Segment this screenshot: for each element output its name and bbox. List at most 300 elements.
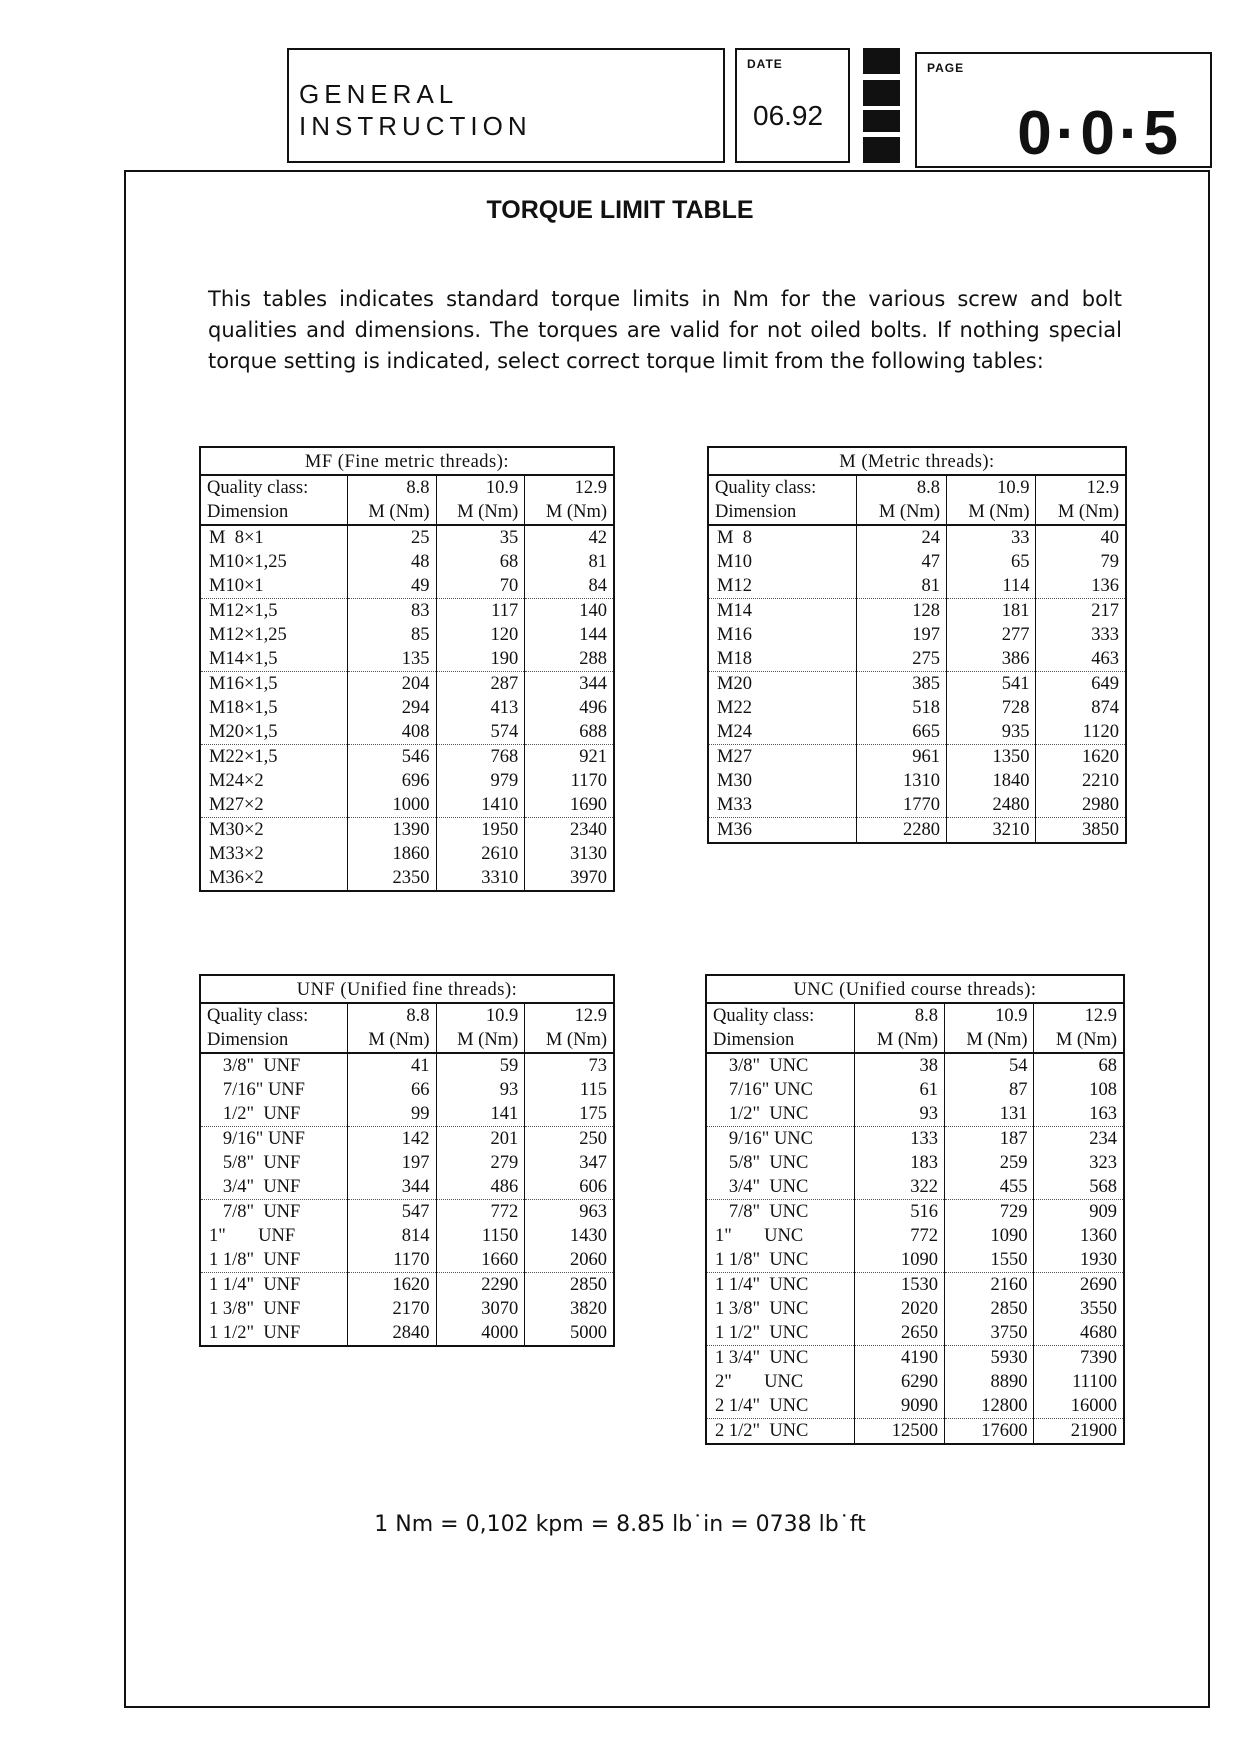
- dimension-cell: 9/16" UNC: [715, 1129, 814, 1149]
- table-caption: MF (Fine metric threads):: [200, 447, 614, 475]
- dimension-cell: 1/2" UNC: [706, 1102, 855, 1127]
- torque-value-cell: 70: [436, 574, 525, 599]
- unit-label: M (Nm): [946, 500, 1036, 525]
- quality-class-q1: 8.8: [857, 475, 947, 500]
- torque-value-cell: 3310: [436, 866, 525, 891]
- torque-value-cell: 204: [347, 672, 436, 697]
- page-label: PAGE: [927, 61, 965, 75]
- torque-value-cell: 2170: [347, 1297, 436, 1321]
- table-caption-row: [200, 975, 614, 1003]
- torque-value-cell: 496: [525, 696, 614, 720]
- quality-header-row: [708, 475, 1126, 500]
- torque-value-cell: 68: [436, 550, 525, 574]
- table-row: [200, 1151, 614, 1175]
- table-row: [200, 818, 614, 843]
- torque-value-cell: 323: [1034, 1151, 1124, 1175]
- torque-value-cell: 16000: [1034, 1394, 1124, 1419]
- dimension-cell: M16×1,5: [209, 674, 278, 694]
- torque-value-cell: 197: [857, 623, 947, 647]
- quality-class-q1: 8.8: [347, 1003, 436, 1028]
- torque-value-cell: 518: [857, 696, 947, 720]
- table-row: [708, 599, 1126, 624]
- dimension-cell: M 8: [717, 528, 752, 548]
- torque-value-cell: 3210: [946, 818, 1036, 844]
- torque-value-cell: 83: [347, 599, 436, 624]
- dimension-cell: M36×2: [209, 868, 264, 888]
- page-number: 0·0·5: [1017, 99, 1182, 168]
- table-row: [706, 1200, 1124, 1225]
- torque-value-cell: 25: [347, 525, 436, 550]
- table-row: [200, 599, 614, 624]
- torque-value-cell: 12800: [944, 1394, 1034, 1419]
- torque-value-cell: 541: [946, 672, 1036, 697]
- table-row: [706, 1297, 1124, 1321]
- quality-class-label: Quality class:: [207, 1006, 309, 1026]
- table-row: [708, 696, 1126, 720]
- dimension-cell: 1 1/2" UNF: [209, 1323, 301, 1343]
- torque-value-cell: 250: [525, 1127, 614, 1152]
- torque-value-cell: 516: [855, 1200, 945, 1225]
- table-row: [708, 525, 1126, 550]
- table-row: [200, 550, 614, 574]
- torque-value-cell: 277: [946, 623, 1036, 647]
- torque-value-cell: 108: [1034, 1078, 1124, 1102]
- margin-bar: [863, 137, 900, 163]
- torque-value-cell: 66: [347, 1078, 436, 1102]
- torque-value-cell: 347: [525, 1151, 614, 1175]
- main-frame: [124, 170, 1210, 1708]
- torque-value-cell: 4680: [1034, 1321, 1124, 1346]
- torque-value-cell: 73: [525, 1053, 614, 1078]
- dimension-cell: M27: [717, 747, 752, 767]
- dimension-cell: M30: [717, 771, 752, 791]
- dimension-label: Dimension: [708, 500, 857, 525]
- torque-value-cell: 142: [347, 1127, 436, 1152]
- table-row: [708, 550, 1126, 574]
- torque-value-cell: 49: [347, 574, 436, 599]
- torque-value-cell: 2160: [944, 1273, 1034, 1298]
- dimension-cell: 2 1/4" UNC: [706, 1394, 855, 1419]
- torque-value-cell: 963: [525, 1200, 614, 1225]
- torque-value-cell: 87: [944, 1078, 1034, 1102]
- unit-label: M (Nm): [1034, 1028, 1124, 1053]
- torque-value-cell: 288: [525, 647, 614, 672]
- table-row: [200, 1273, 614, 1298]
- table-row: [706, 1346, 1124, 1371]
- dimension-cell: M14: [717, 601, 752, 621]
- torque-value-cell: 144: [525, 623, 614, 647]
- unit-header-row: [200, 1028, 614, 1053]
- torque-value-cell: 961: [857, 745, 947, 770]
- torque-value-cell: 1170: [347, 1248, 436, 1273]
- torque-value-cell: 117: [436, 599, 525, 624]
- unit-label: M (Nm): [436, 500, 525, 525]
- torque-value-cell: 201: [436, 1127, 525, 1152]
- table-caption-row: [706, 975, 1124, 1003]
- dimension-cell: M16: [717, 625, 752, 645]
- dimension-cell: 1/2" UNF: [200, 1102, 347, 1127]
- torque-value-cell: 385: [857, 672, 947, 697]
- torque-value-cell: 3130: [525, 842, 614, 866]
- torque-value-cell: 729: [944, 1200, 1034, 1225]
- table-row: [708, 623, 1126, 647]
- torque-value-cell: 234: [1034, 1127, 1124, 1152]
- dimension-cell: M20×1,5: [200, 720, 347, 745]
- dimension-label: Dimension: [200, 1028, 347, 1053]
- torque-value-cell: 1530: [855, 1273, 945, 1298]
- quality-header-row: [706, 1003, 1124, 1028]
- table-row: [708, 647, 1126, 672]
- torque-value-cell: 42: [525, 525, 614, 550]
- table-caption: UNC (Unified course threads):: [706, 975, 1124, 1003]
- table-row: [200, 866, 614, 891]
- table-row: [200, 1224, 614, 1248]
- dimension-cell: M24×2: [209, 771, 264, 791]
- unit-label: M (Nm): [436, 1028, 525, 1053]
- table-row: [706, 1248, 1124, 1273]
- dimension-cell: 1 3/8" UNF: [209, 1299, 301, 1319]
- torque-value-cell: 322: [855, 1175, 945, 1200]
- torque-value-cell: 81: [525, 550, 614, 574]
- torque-value-cell: 2020: [855, 1297, 945, 1321]
- table-row: [708, 672, 1126, 697]
- table-row: [200, 1297, 614, 1321]
- torque-value-cell: 1620: [1036, 745, 1126, 770]
- torque-value-cell: 1950: [436, 818, 525, 843]
- table-row: [706, 1151, 1124, 1175]
- torque-value-cell: 287: [436, 672, 525, 697]
- dimension-cell: M18: [708, 647, 857, 672]
- torque-value-cell: 7390: [1034, 1346, 1124, 1371]
- torque-value-cell: 2350: [347, 866, 436, 891]
- table-row: [200, 745, 614, 770]
- table-row: [200, 1078, 614, 1102]
- date-value: 06.92: [753, 100, 824, 131]
- torque-value-cell: 1770: [857, 793, 947, 818]
- table-row: [200, 696, 614, 720]
- torque-value-cell: 135: [347, 647, 436, 672]
- torque-value-cell: 140: [525, 599, 614, 624]
- torque-value-cell: 11100: [1034, 1370, 1124, 1394]
- torque-value-cell: 2690: [1034, 1273, 1124, 1298]
- table-row: [708, 574, 1126, 599]
- quality-class-label: Quality class:: [207, 478, 309, 498]
- table-row: [200, 525, 614, 550]
- dimension-cell: M36: [717, 820, 752, 840]
- quality-class-q1: 8.8: [347, 475, 436, 500]
- torque-value-cell: 935: [946, 720, 1036, 745]
- torque-value-cell: 979: [436, 769, 525, 793]
- torque-value-cell: 413: [436, 696, 525, 720]
- table-row: [200, 1175, 614, 1200]
- dimension-cell: 7/16" UNC: [715, 1080, 814, 1100]
- table-caption: UNF (Unified fine threads):: [200, 975, 614, 1003]
- torque-value-cell: 2340: [525, 818, 614, 843]
- dimension-cell: M18×1,5: [209, 698, 278, 718]
- torque-value-cell: 133: [855, 1127, 945, 1152]
- torque-value-cell: 386: [946, 647, 1036, 672]
- dimension-cell: 7/8" UNC: [715, 1202, 809, 1222]
- table-row: [200, 1053, 614, 1078]
- torque-value-cell: 65: [946, 550, 1036, 574]
- dimension-cell: M22: [717, 698, 752, 718]
- torque-value-cell: 1310: [857, 769, 947, 793]
- dimension-cell: 1" UNF: [209, 1226, 296, 1246]
- torque-value-cell: 8890: [944, 1370, 1034, 1394]
- page-box: [915, 52, 1212, 168]
- torque-value-cell: 2840: [347, 1321, 436, 1346]
- dimension-cell: 1 1/8" UNF: [200, 1248, 347, 1273]
- torque-value-cell: 59: [436, 1053, 525, 1078]
- torque-value-cell: 1090: [944, 1224, 1034, 1248]
- torque-value-cell: 547: [347, 1200, 436, 1225]
- margin-bar: [863, 48, 900, 74]
- table-row: [708, 769, 1126, 793]
- margin-bar: [863, 80, 900, 106]
- torque-value-cell: 2210: [1036, 769, 1126, 793]
- unit-label: M (Nm): [1036, 500, 1126, 525]
- table-row: [706, 1370, 1124, 1394]
- torque-value-cell: 6290: [855, 1370, 945, 1394]
- torque-value-cell: 1090: [855, 1248, 945, 1273]
- torque-value-cell: 5930: [944, 1346, 1034, 1371]
- torque-value-cell: 3850: [1036, 818, 1126, 844]
- torque-value-cell: 141: [436, 1102, 525, 1127]
- dimension-cell: M12×1,25: [209, 625, 287, 645]
- torque-value-cell: 2850: [944, 1297, 1034, 1321]
- dimension-cell: M22×1,5: [209, 747, 278, 767]
- torque-value-cell: 21900: [1034, 1419, 1124, 1445]
- torque-value-cell: 1860: [347, 842, 436, 866]
- table-row: [706, 1419, 1124, 1445]
- torque-value-cell: 772: [436, 1200, 525, 1225]
- torque-value-cell: 4000: [436, 1321, 525, 1346]
- torque-value-cell: 1360: [1034, 1224, 1124, 1248]
- torque-value-cell: 1120: [1036, 720, 1126, 745]
- dimension-cell: M10: [717, 552, 752, 572]
- table-row: [706, 1273, 1124, 1298]
- torque-value-cell: 665: [857, 720, 947, 745]
- torque-value-cell: 768: [436, 745, 525, 770]
- torque-value-cell: 649: [1036, 672, 1126, 697]
- dimension-cell: M14×1,5: [200, 647, 347, 672]
- dimension-cell: M10×1,25: [209, 552, 287, 572]
- quality-class-q2: 10.9: [944, 1003, 1034, 1028]
- torque-value-cell: 2850: [525, 1273, 614, 1298]
- torque-value-cell: 2280: [857, 818, 947, 844]
- header-title-box: [287, 48, 725, 163]
- torque-value-cell: 546: [347, 745, 436, 770]
- torque-value-cell: 217: [1036, 599, 1126, 624]
- unc-torque-table: [705, 974, 1125, 1445]
- torque-value-cell: 574: [436, 720, 525, 745]
- table-row: [200, 623, 614, 647]
- table-row: [200, 672, 614, 697]
- torque-value-cell: 2480: [946, 793, 1036, 818]
- quality-header-row: [200, 475, 614, 500]
- torque-value-cell: 1430: [525, 1224, 614, 1248]
- table-row: [200, 793, 614, 818]
- torque-value-cell: 344: [525, 672, 614, 697]
- torque-value-cell: 93: [855, 1102, 945, 1127]
- torque-value-cell: 1390: [347, 818, 436, 843]
- torque-value-cell: 41: [347, 1053, 436, 1078]
- quality-class-q3: 12.9: [525, 475, 614, 500]
- torque-value-cell: 2060: [525, 1248, 614, 1273]
- margin-bar: [863, 110, 900, 132]
- dimension-cell: M33: [708, 793, 857, 818]
- unit-label: M (Nm): [855, 1028, 945, 1053]
- torque-value-cell: 1150: [436, 1224, 525, 1248]
- torque-value-cell: 3550: [1034, 1297, 1124, 1321]
- unf-torque-table: [199, 974, 615, 1347]
- dimension-cell: 3/8" UNC: [715, 1056, 809, 1076]
- table-row: [706, 1078, 1124, 1102]
- torque-value-cell: 5000: [525, 1321, 614, 1346]
- torque-value-cell: 114: [946, 574, 1036, 599]
- dimension-cell: M 8×1: [209, 528, 264, 548]
- dimension-cell: 1 1/2" UNC: [706, 1321, 855, 1346]
- torque-value-cell: 136: [1036, 574, 1126, 599]
- table-row: [706, 1224, 1124, 1248]
- table-row: [708, 720, 1126, 745]
- torque-value-cell: 4190: [855, 1346, 945, 1371]
- quality-class-label: Quality class:: [715, 478, 817, 498]
- dimension-cell: 3/8" UNF: [209, 1056, 301, 1076]
- torque-value-cell: 1660: [436, 1248, 525, 1273]
- unit-label: M (Nm): [525, 500, 614, 525]
- torque-value-cell: 120: [436, 623, 525, 647]
- torque-value-cell: 12500: [855, 1419, 945, 1445]
- unit-header-row: [200, 500, 614, 525]
- torque-value-cell: 688: [525, 720, 614, 745]
- dimension-cell: M27×2: [200, 793, 347, 818]
- torque-value-cell: 2980: [1036, 793, 1126, 818]
- table-row: [200, 1321, 614, 1346]
- conversion-note: 1 Nm = 0,102 kpm = 8.85 lb˙in = 0738 lb˙ft: [374, 1512, 866, 1537]
- torque-value-cell: 40: [1036, 525, 1126, 550]
- page-title: TORQUE LIMIT TABLE: [486, 196, 754, 224]
- quality-header-row: [200, 1003, 614, 1028]
- table-row: [706, 1053, 1124, 1078]
- quality-class-q2: 10.9: [946, 475, 1036, 500]
- dimension-cell: M30×2: [209, 820, 264, 840]
- quality-class-q3: 12.9: [525, 1003, 614, 1028]
- intro-paragraph: This tables indicates standard torque limits in Nm for the various screw and bolt qualities and dimensions. The torques are valid for not oiled bolts. If nothing special torque setting is indicated, select correct torque limit from the following tables:: [208, 287, 1122, 373]
- torque-value-cell: 294: [347, 696, 436, 720]
- unit-label: M (Nm): [525, 1028, 614, 1053]
- torque-value-cell: 463: [1036, 647, 1126, 672]
- torque-value-cell: 696: [347, 769, 436, 793]
- torque-value-cell: 1410: [436, 793, 525, 818]
- dimension-cell: 2 1/2" UNC: [715, 1421, 809, 1441]
- torque-value-cell: 54: [944, 1053, 1034, 1078]
- quality-class-label: Quality class:: [713, 1006, 815, 1026]
- dimension-cell: 5/8" UNC: [715, 1153, 809, 1173]
- table-row: [706, 1321, 1124, 1346]
- dimension-cell: 1 1/8" UNC: [706, 1248, 855, 1273]
- torque-value-cell: 772: [855, 1224, 945, 1248]
- torque-value-cell: 568: [1034, 1175, 1124, 1200]
- torque-value-cell: 1840: [946, 769, 1036, 793]
- torque-value-cell: 909: [1034, 1200, 1124, 1225]
- dimension-cell: 3/4" UNF: [200, 1175, 347, 1200]
- torque-value-cell: 17600: [944, 1419, 1034, 1445]
- torque-value-cell: 486: [436, 1175, 525, 1200]
- dimension-cell: M20: [717, 674, 752, 694]
- torque-value-cell: 333: [1036, 623, 1126, 647]
- torque-value-cell: 455: [944, 1175, 1034, 1200]
- torque-value-cell: 131: [944, 1102, 1034, 1127]
- dimension-cell: 3/4" UNC: [706, 1175, 855, 1200]
- dimension-cell: M10×1: [200, 574, 347, 599]
- torque-value-cell: 84: [525, 574, 614, 599]
- dimension-cell: 1" UNC: [715, 1226, 804, 1246]
- torque-value-cell: 9090: [855, 1394, 945, 1419]
- torque-value-cell: 61: [855, 1078, 945, 1102]
- torque-value-cell: 163: [1034, 1102, 1124, 1127]
- unit-label: M (Nm): [347, 500, 436, 525]
- torque-value-cell: 38: [855, 1053, 945, 1078]
- torque-value-cell: 115: [525, 1078, 614, 1102]
- dimension-cell: 1 1/4" UNC: [715, 1275, 809, 1295]
- table-row: [200, 769, 614, 793]
- table-row: [200, 647, 614, 672]
- torque-value-cell: 35: [436, 525, 525, 550]
- torque-value-cell: 187: [944, 1127, 1034, 1152]
- unit-label: M (Nm): [347, 1028, 436, 1053]
- table-row: [200, 1248, 614, 1273]
- dimension-cell: M12: [708, 574, 857, 599]
- table-row: [706, 1127, 1124, 1152]
- torque-value-cell: 183: [855, 1151, 945, 1175]
- table-row: [200, 720, 614, 745]
- torque-value-cell: 2290: [436, 1273, 525, 1298]
- torque-value-cell: 181: [946, 599, 1036, 624]
- torque-value-cell: 24: [857, 525, 947, 550]
- header-title: GENERAL INSTRUCTION: [299, 79, 532, 141]
- torque-value-cell: 728: [946, 696, 1036, 720]
- torque-value-cell: 3970: [525, 866, 614, 891]
- torque-value-cell: 190: [436, 647, 525, 672]
- dimension-cell: 7/8" UNF: [209, 1202, 301, 1222]
- quality-class-q3: 12.9: [1034, 1003, 1124, 1028]
- torque-value-cell: 81: [857, 574, 947, 599]
- torque-value-cell: 68: [1034, 1053, 1124, 1078]
- unit-header-row: [706, 1028, 1124, 1053]
- unit-header-row: [708, 500, 1126, 525]
- torque-value-cell: 47: [857, 550, 947, 574]
- torque-value-cell: 1690: [525, 793, 614, 818]
- date-box: [735, 48, 850, 163]
- torque-value-cell: 275: [857, 647, 947, 672]
- torque-value-cell: 79: [1036, 550, 1126, 574]
- torque-value-cell: 85: [347, 623, 436, 647]
- dimension-cell: 2" UNC: [715, 1372, 804, 1392]
- torque-value-cell: 33: [946, 525, 1036, 550]
- table-row: [708, 818, 1126, 844]
- mf-torque-table: [199, 446, 615, 892]
- table-row: [200, 1127, 614, 1152]
- dimension-cell: 5/8" UNF: [209, 1153, 301, 1173]
- dimension-cell: 1 3/4" UNC: [715, 1348, 809, 1368]
- torque-value-cell: 1930: [1034, 1248, 1124, 1273]
- table-row: [200, 574, 614, 599]
- unit-label: M (Nm): [944, 1028, 1034, 1053]
- table-row: [200, 842, 614, 866]
- torque-value-cell: 874: [1036, 696, 1126, 720]
- torque-value-cell: 344: [347, 1175, 436, 1200]
